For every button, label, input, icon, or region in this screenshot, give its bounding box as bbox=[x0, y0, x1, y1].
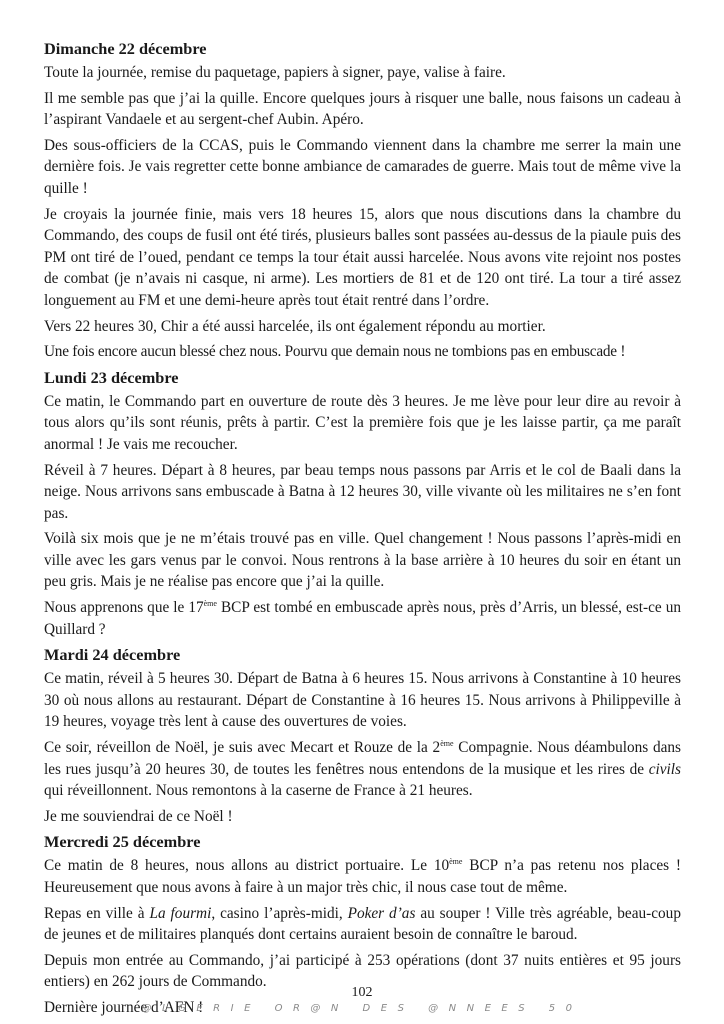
paragraph: Il me semble pas que j’ai la quille. Encore quelques jours à risquer une balle, nous faisons un cadeau à l’aspirant Vandaele et au sergent-chef Aubin. Apéro. bbox=[44, 89, 681, 129]
italic-text: Poker d’as bbox=[347, 904, 416, 922]
paragraph: Une fois encore aucun blessé chez nous. Pourvu que demain nous ne tombions pas en embuscade ! bbox=[44, 343, 626, 361]
italic-text: civils bbox=[648, 760, 681, 778]
entry-lundi-23 bbox=[44, 367, 681, 641]
paragraph: Depuis mon entrée au Commando, j’ai participé à 253 opérations (dont 37 nuits entières et 95 jours entiers) en 262 jours de Commando. bbox=[44, 951, 681, 991]
text-run: Compagnie. Nous déambulons dans les rues jusqu’à 20 heures 30, de toutes les fenêtres nous entendons de la musique et les rires de bbox=[44, 739, 681, 778]
paragraph: Des sous-officiers de la CCAS, puis le Commando viennent dans la chambre me serrer la main une dernière fois. Je vais regretter cette bonne ambiance de camarades de guerre. Mais tout de même vive la quille ! bbox=[44, 136, 681, 197]
paragraph: Je me souviendrai de ce Noël ! bbox=[44, 807, 233, 825]
document-page bbox=[44, 38, 681, 1023]
paragraph bbox=[44, 903, 681, 946]
page-number: 102 bbox=[351, 985, 373, 1000]
entry-title: Lundi 23 décembre bbox=[44, 367, 179, 387]
text-run: Repas en ville à bbox=[44, 904, 150, 922]
entry-title: Mercredi 25 décembre bbox=[44, 832, 201, 852]
paragraph: Je croyais la journée finie, mais vers 18 heures 15, alors que nous discutions dans la chambre du Commando, des coups de fusil ont été tirés, plusieurs balles sont passées au-dessus de la piaule puis des PM ont tiré de l’oued, pendant ce temps la tour était aussi harcelée. Nous avons vite rejoint nos postes de combat (je n’avais ni casque, ni arme). Les mortiers de 81 et de 120 ont tiré. La tour a tiré assez longuement au FM et une demi-heure après tout était rentré dans l’ordre. bbox=[44, 205, 681, 309]
text-run: BCP est tombé en embuscade après nous, près d’Arris, un blessé, est-ce un Quillard ? bbox=[44, 599, 681, 638]
paragraph: Vers 22 heures 30, Chir a été aussi harcelée, ils ont également répondu au mortier. bbox=[44, 317, 546, 335]
entry-dimanche-22 bbox=[44, 38, 681, 363]
paragraph: Dernière journée d’AFN ! bbox=[44, 998, 204, 1016]
paragraph bbox=[44, 597, 681, 640]
italic-text: La fourmi bbox=[149, 904, 212, 922]
paragraph: Toute la journée, remise du paquetage, papiers à signer, paye, valise à faire. bbox=[44, 64, 506, 81]
paragraph: Voilà six mois que je ne m’étais trouvé pas en ville. Quel changement ! Nous passons l’après-midi en ville avec les gars venus par le convoi. Nous rentrons à la base arrière à 10 heures du soir en étant un peu gris. Mais je ne réalise pas encore que j’ai la quille. bbox=[44, 530, 681, 591]
text-run: Nous apprenons que le 17 bbox=[44, 599, 204, 617]
paragraph: Ce matin, réveil à 5 heures 30. Départ de Batna à 6 heures 15. Nous arrivons à Constantine à 10 heures 30 où nous allons au restaurant. Départ de Constantine à 16 heures 15. Nous arrivons à Philippeville à 19 heures, voyage très lent à cause des ouvertures de voies. bbox=[44, 670, 681, 731]
superscript: ème bbox=[203, 598, 217, 608]
text-run: Ce matin de 8 heures, nous allons au district portuaire. Le 10 bbox=[44, 857, 450, 875]
paragraph: Ce matin, le Commando part en ouverture de route dès 3 heures. Je me lève pour leur dire au revoir à tous alors qu’ils sont réunis, prêts à partir. C’est la première fois que je les laisse partir, ça me paraît anormal ! Je vais me recoucher. bbox=[44, 392, 681, 453]
entry-title: Dimanche 22 décembre bbox=[44, 39, 207, 58]
text-run: au souper ! Ville très agréable, beau-coup de jeunes et de militaires planqués dont certains auraient besoin de connaître le baroud. bbox=[44, 904, 681, 944]
entry-title: Mardi 24 décembre bbox=[44, 645, 181, 665]
text-run: BCP n’a pas retenu nos places ! Heureusement que nous avons à faire à un major très chic, il nous case tout de même. bbox=[44, 857, 681, 896]
superscript: ème bbox=[449, 857, 463, 867]
text-run: , casino l’après-midi, bbox=[211, 904, 348, 922]
superscript: ème bbox=[440, 738, 454, 748]
footer-watermark: @LGERIE OR@N DES @NNEES 50 bbox=[141, 1003, 583, 1014]
text-run: Ce soir, réveillon de Noël, je suis avec Mecart et Rouze de la 2 bbox=[44, 739, 441, 757]
text-run: qui réveillonnent. Nous remontons à la caserne de France à 21 heures. bbox=[44, 782, 473, 800]
entry-mardi-24 bbox=[44, 644, 681, 827]
paragraph: Réveil à 7 heures. Départ à 8 heures, par beau temps nous passons par Arris et le col de Baali dans la neige. Nous arrivons sans embuscade à Batna à 12 heures 30, ville vivante où les militaires ne s’en font pas. bbox=[44, 461, 681, 522]
paragraph bbox=[44, 855, 681, 898]
paragraph bbox=[44, 737, 681, 802]
